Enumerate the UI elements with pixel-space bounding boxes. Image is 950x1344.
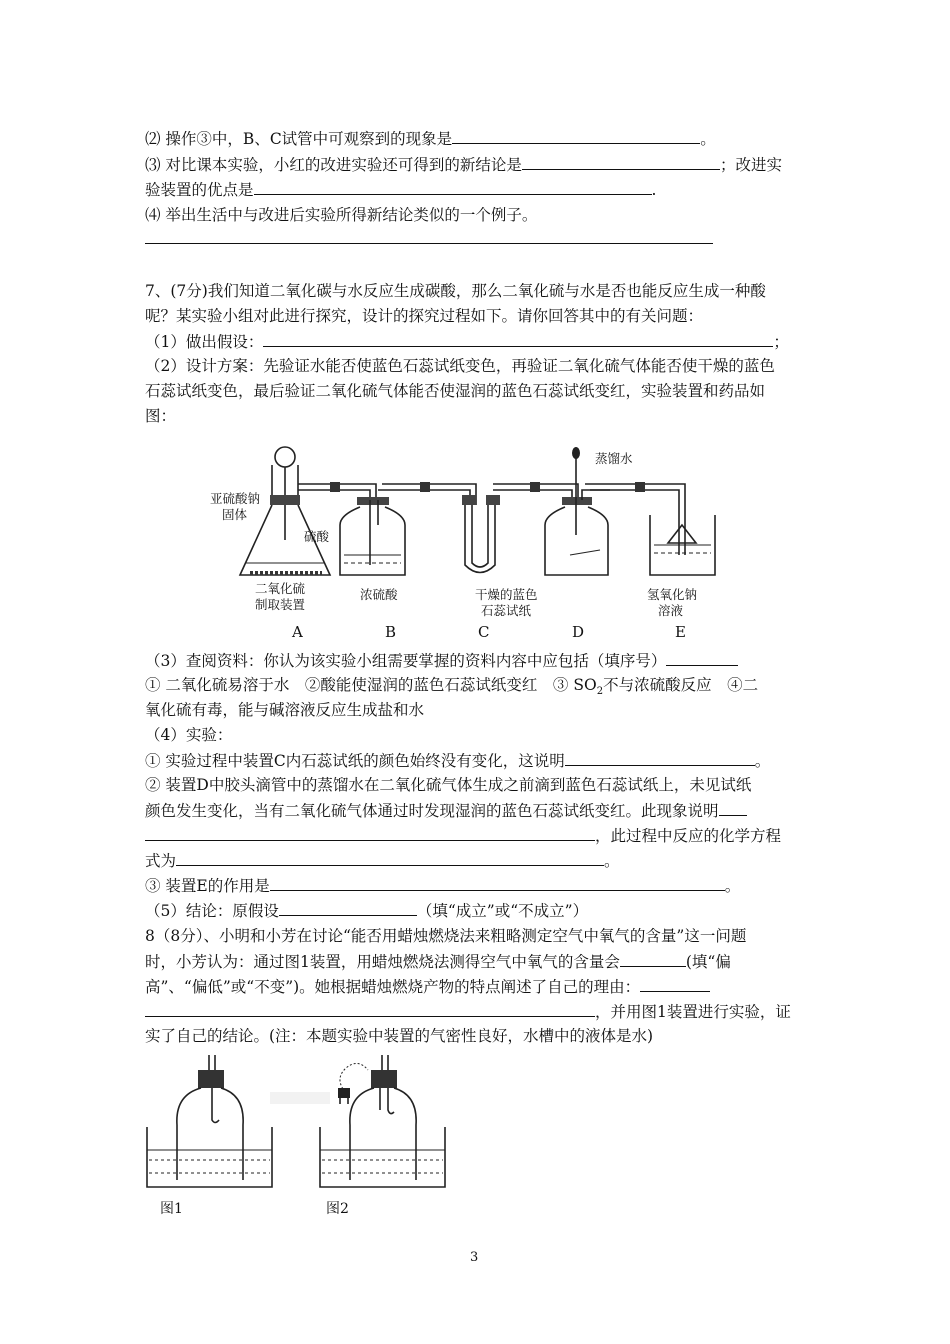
apparatus-drawing (210, 445, 730, 645)
q7-part-2b: 石蕊试纸变色，最后验证二氧化硫气体能否使湿润的蓝色石蕊试纸变红，实验装置和药品如 (145, 382, 766, 400)
q7-part-2c: 图： (145, 407, 177, 425)
q7-part-4: （4）实验： (145, 726, 233, 744)
q8-line-3: 高”、“偏低”或“不变”)。她根据蜡烛燃烧产物的特点阐述了自己的理由： (145, 976, 710, 997)
q7-part-3: （3）查阅资料：你认为该实验小组需要掌握的资料内容中应包括（填序号） (145, 650, 738, 671)
answer-blank[interactable] (666, 650, 738, 666)
q7-part-4-2b: 颜色发生变化，当有二氧化硫气体通过时发现湿润的蓝色石蕊试纸变红。此现象说明 (145, 800, 747, 821)
q7-part-4-3: ③ 装置E的作用是 。 (145, 877, 741, 895)
q6-line-2: ⑵ 操作③中，B、C试管中可观察到的现象是 。 (145, 130, 716, 148)
q7-part-1: （1）做出假设： ； (145, 333, 789, 351)
q7-part-2a: （2）设计方案：先验证水能否使蓝色石蕊试纸变色，再验证二氧化硫气体能否使干燥的蓝色 (145, 357, 775, 375)
u-tube-c-icon (462, 495, 500, 573)
q8-line-1: 8（8分）、小明和小芳在讨论“能否用蜡烛燃烧法来粗略测定空气中氧气的含量”这一问题 (145, 927, 747, 945)
label-e: E (675, 623, 686, 641)
label-solid: 固体 (222, 507, 248, 522)
answer-blank[interactable] (270, 875, 725, 891)
answer-blank[interactable] (176, 850, 604, 866)
label-water: 蒸馏水 (595, 451, 633, 466)
label-so2-a: 二氧化硫 (255, 581, 306, 596)
answer-blank[interactable] (565, 750, 755, 766)
label-naoh-1: 氢氧化钠 (647, 587, 698, 602)
apparatus-figure (210, 445, 730, 645)
q7-part-4-1: ① 实验过程中装置C内石蕊试纸的颜色始终没有变化，这说明 。 (145, 752, 771, 770)
figure-1-caption: 图1 (160, 1201, 183, 1217)
answer-blank[interactable] (620, 951, 686, 967)
label-a: A (292, 623, 303, 641)
beaker-e-icon (650, 515, 715, 575)
q7-part-5: （5）结论：原假设 （填“成立”或“不成立”） (145, 902, 589, 920)
q6-line-3: ⑶ 对比课本实验，小红的改进实验还可得到的新结论是 ；改进实 (145, 156, 782, 174)
q7-part-4-2c: ，此过程中反应的化学方程 (145, 825, 781, 846)
q7-part-4-2d: 式为 。 (145, 852, 620, 870)
q8-line-2: 时，小芳认为：通过图1装置，用蜡烛燃烧法测得空气中氧气的含量会 (填“偏 (145, 953, 731, 971)
figure-2-caption: 图2 (326, 1201, 349, 1217)
q8-line-4: ，并用图1装置进行实验，证 (145, 1001, 791, 1022)
answer-blank[interactable] (145, 825, 595, 841)
label-naoh-2: 溶液 (658, 603, 684, 618)
answer-blank[interactable] (719, 800, 747, 816)
figure-1 (145, 1055, 275, 1195)
q7-intro-2: 呢？某实验小组对此进行探究，设计的探究过程如下。请你回答其中的有关问题： (145, 307, 704, 325)
answer-blank[interactable] (263, 331, 773, 347)
label-d: D (572, 623, 585, 641)
q7-part-3-options-2: 氧化硫有毒，能与碱溶液反应生成盐和水 (145, 701, 425, 719)
answer-blank[interactable] (254, 179, 652, 195)
label-h2so4: 硫酸 (304, 529, 330, 544)
bell-jar-2-icon (318, 1050, 448, 1195)
label-c: C (478, 623, 490, 641)
bottle-b-icon (340, 497, 405, 575)
label-dry-1: 干燥的蓝色 (475, 587, 538, 602)
label-so2-b: 制取装置 (255, 597, 306, 612)
answer-blank[interactable] (145, 1001, 595, 1017)
flask-a-icon (240, 447, 330, 575)
q7-part-3-options: ① 二氧化硫易溶于水 ②酸能使湿润的蓝色石蕊试纸变红 ③ $SO_2$不与浓硫酸反应 ④二 (145, 676, 759, 698)
q6-line-4: ⑷ 举出生活中与改进后实验所得新结论类似的一个例子。 (145, 206, 538, 224)
answer-blank[interactable] (145, 243, 713, 244)
q7-part-4-2a: ② 装置D中胶头滴管中的蒸馏水在二氧化硫气体生成之前滴到蓝色石蕊试纸上，未见试纸 (145, 776, 752, 794)
answer-blank[interactable] (452, 128, 700, 144)
page-number: 3 (470, 1250, 479, 1265)
answer-blank[interactable] (522, 154, 720, 170)
figure-2 (318, 1050, 448, 1195)
label-conc-h2so4: 浓硫酸 (360, 587, 398, 602)
q7-intro-1: 7、(7分)我们知道二氧化碳与水反应生成碳酸，那么二氧化硫与水是否也能反应生成一种酸 (145, 282, 766, 300)
label-dry-2: 石蕊试纸 (481, 603, 532, 618)
answer-blank[interactable] (279, 900, 417, 916)
label-na2so3: 亚硫酸钠 (210, 491, 261, 506)
q8-line-5: 实了自己的结论。(注：本题实验中装置的气密性良好，水槽中的液体是水) (145, 1027, 654, 1045)
bell-jar-1-icon (145, 1055, 275, 1195)
answer-blank[interactable] (640, 976, 710, 992)
label-b: B (385, 623, 397, 641)
q6-line-3b: 验装置的优点是 . (145, 181, 657, 199)
